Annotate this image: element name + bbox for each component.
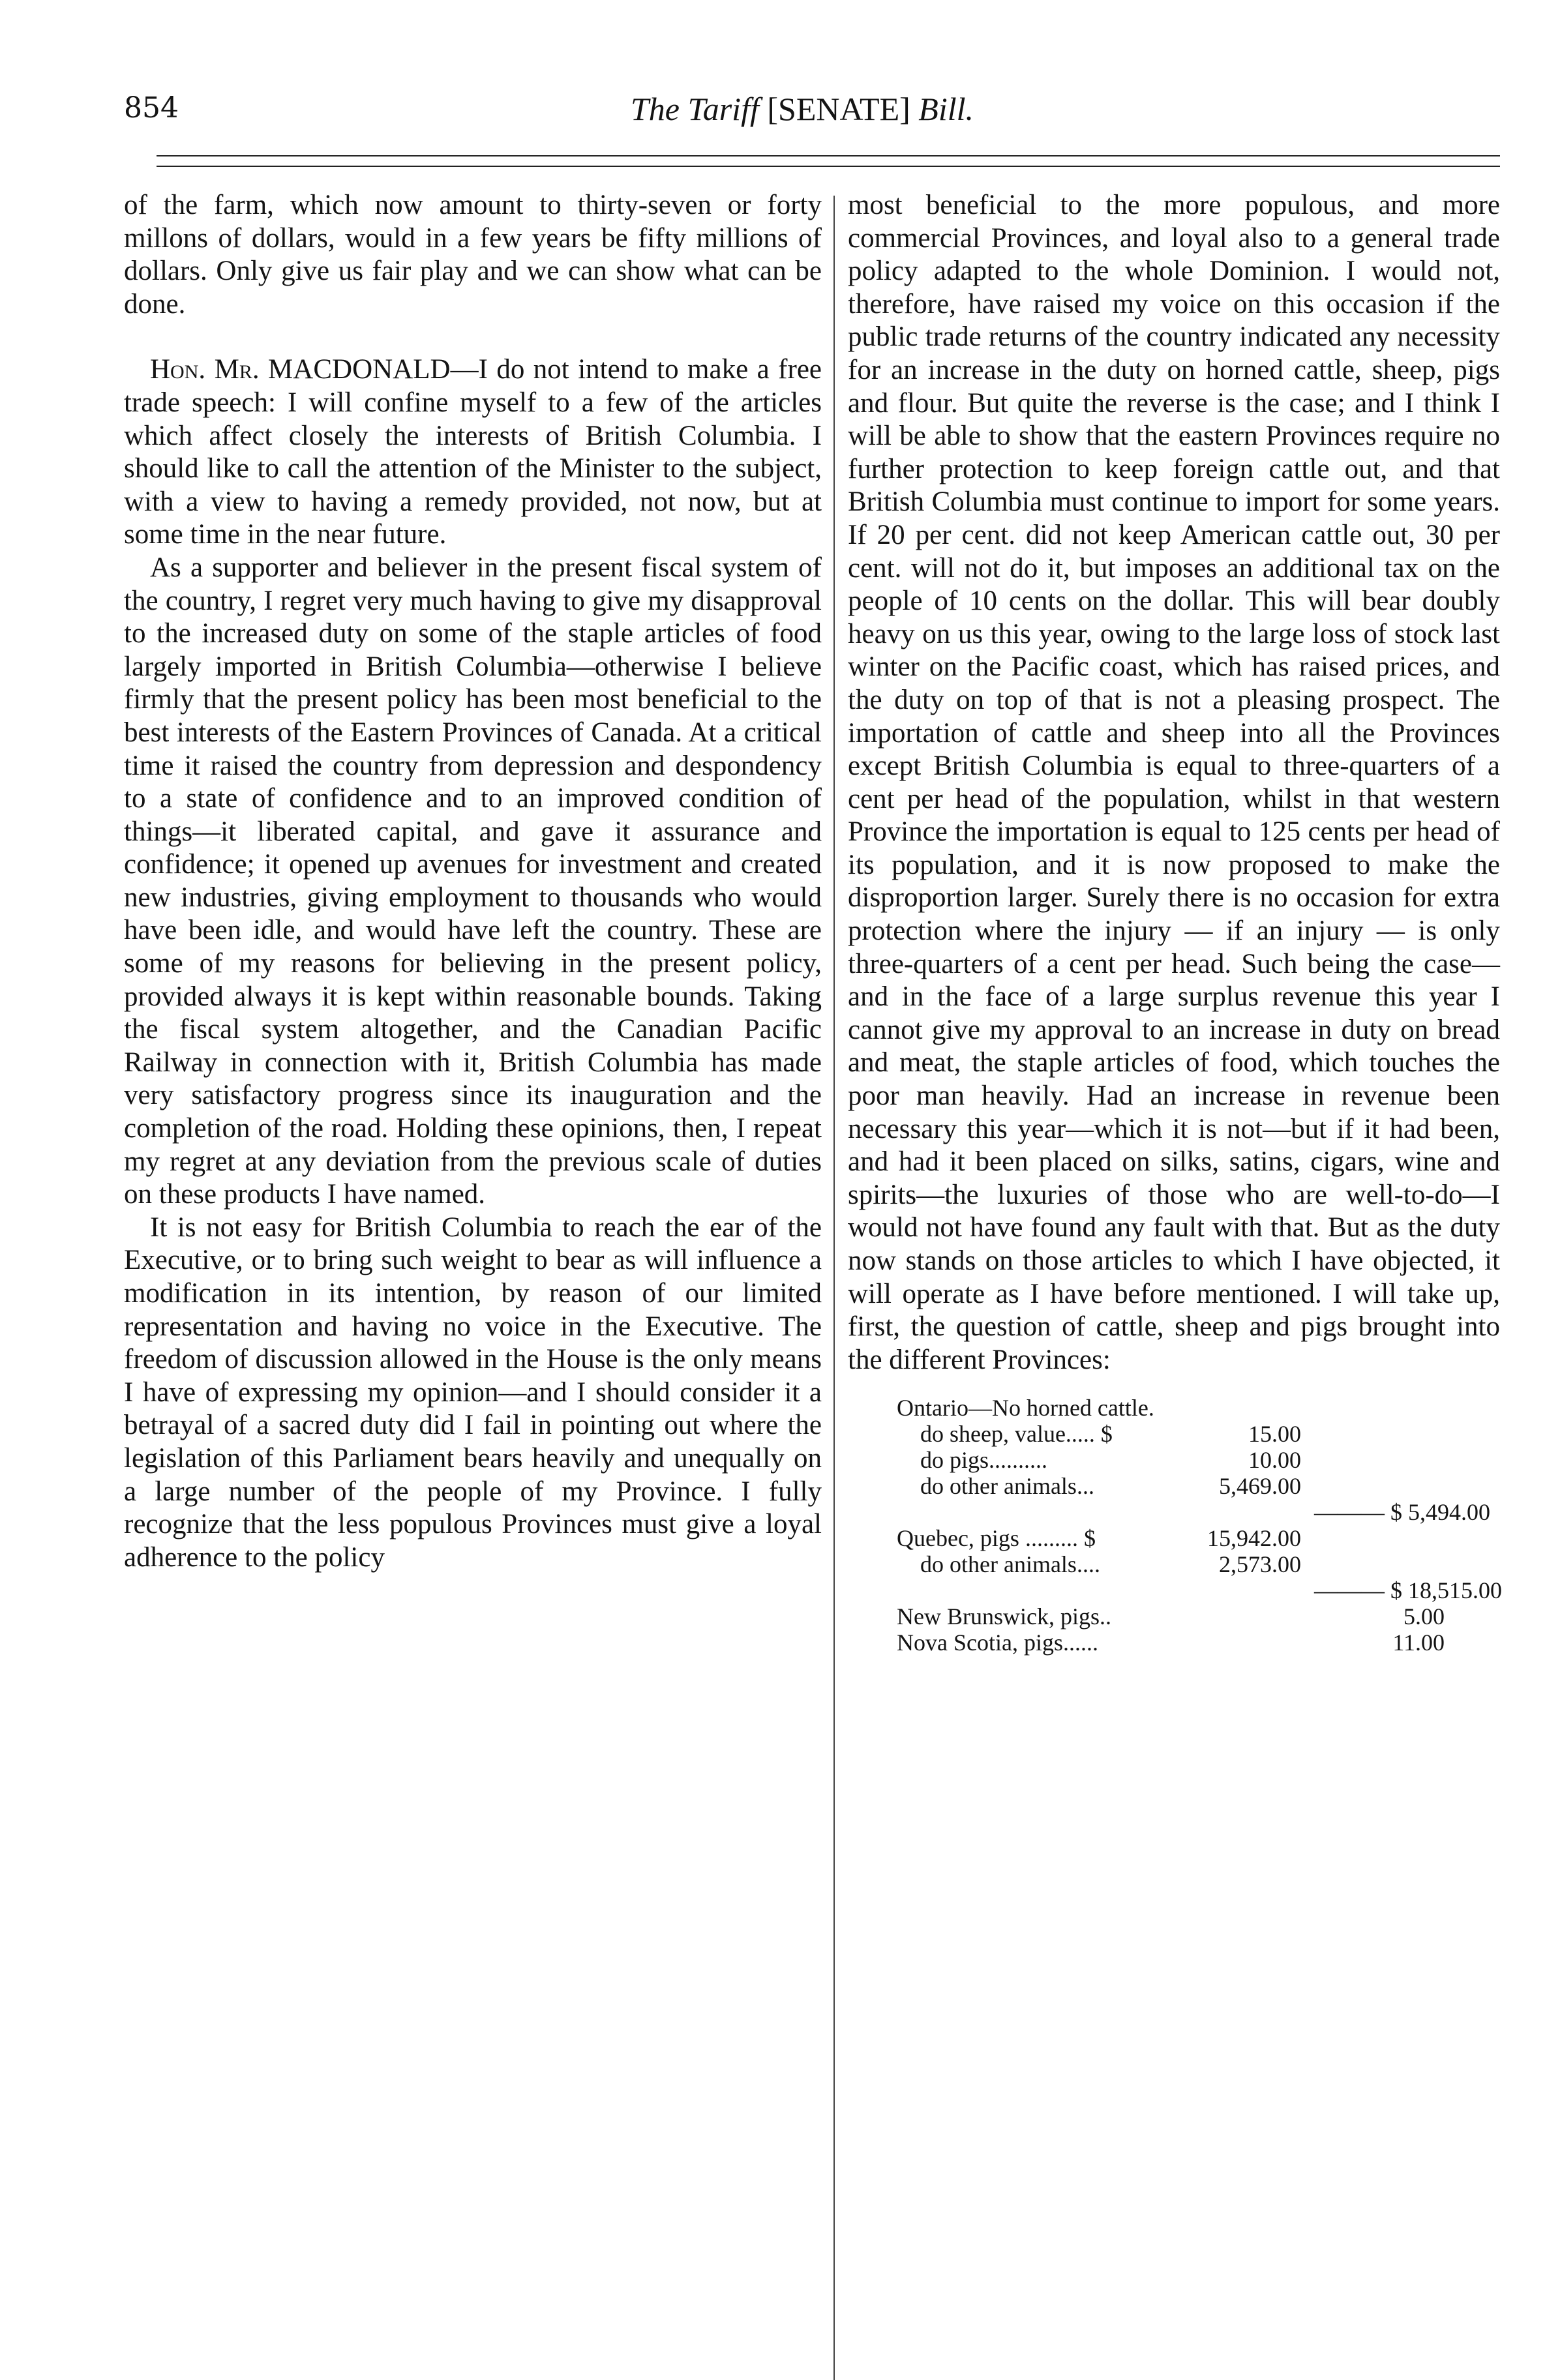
table-row: Nova Scotia, pigs...... 11.00 xyxy=(897,1629,1445,1656)
table-row: do other animals.... 2,573.00 xyxy=(920,1551,1301,1578)
table-row: do other animals... 5,469.00 xyxy=(920,1473,1301,1500)
table-row: ——— $ 18,515.00 xyxy=(1314,1577,1502,1604)
speech-text: —I do not intend to make a free trade speech: I will confine myself to a few of the articles which affect closely the interests of British Columbia. I should like to call the attention of the Minister to the subject, with a view to having a remedy provided, not now, but at some time in the near future. xyxy=(124,354,822,550)
table-row: ——— $ 5,494.00 xyxy=(1314,1499,1490,1526)
column-divider xyxy=(833,196,835,2380)
left-paragraph-4: It is not easy for British Columbia to reach the ear of the Executive, or to bring such weight to bear as will influence a modification in its intention, by reason of our limited representation and having no voice in the Executive. The freedom of discussion allowed in the House is the only means I have of expressing my opinion—and I should consider it a betrayal of a sacred duty did I fail in pointing out where the legislation of this Parliament bears heavily and unequally on a large number of the people of my Province. I fully recognize that the less populous Provinces must give a loyal adherence to the policy xyxy=(124,1212,822,1573)
page-header xyxy=(124,85,1480,137)
page-number: 854 xyxy=(124,91,179,125)
left-paragraph-2 xyxy=(124,353,822,552)
table-row: Quebec, pigs ......... $ 15,942.00 xyxy=(897,1525,1301,1552)
running-head xyxy=(124,90,1480,128)
table-row: Ontario—No horned cattle. xyxy=(897,1395,1154,1421)
import-table xyxy=(897,1395,1502,1656)
speaker-name: Hon. Mr. MACDONALD xyxy=(150,354,451,385)
left-paragraph-1: of the farm, which now amount to thirty-seven or forty millons of dollars, would in a few years be fifty millions of dollars. Only give us fair play and we can show what can be done. xyxy=(124,190,822,320)
header-rule-bottom xyxy=(157,166,1500,167)
right-column xyxy=(848,189,1500,1656)
table-row: do pigs.......... 10.00 xyxy=(920,1447,1301,1474)
header-rule-top xyxy=(157,155,1500,156)
table-row: do sheep, value..... $ 15.00 xyxy=(920,1421,1301,1448)
left-column xyxy=(124,189,822,1574)
running-head-chamber: [SENATE] xyxy=(767,91,910,127)
table-row: New Brunswick, pigs.. 5.00 xyxy=(897,1603,1445,1630)
running-head-title: The Tariff xyxy=(631,91,759,127)
left-paragraph-3: As a supporter and believer in the present fiscal system of the country, I regret very much having to give my disapproval to the increased duty on some of the staple articles of food largely imported in British Columbia—otherwise I believe firmly that the present policy has been most beneficial to the best interests of the Eastern Provinces of Canada. At a critical time it raised the country from depression and despondency to a state of confidence and to an improved condition of things—it liberated capital, and gave it assurance and confidence; it opened up avenues for investment and created new industries, giving employment to thousands who would have been idle, and would have left the country. These are some of my reasons for believing in the present policy, provided always it is kept within reasonable bounds. Taking the fiscal system altogether, and the Canadian Pacific Railway in connection with it, British Columbia has made very satisfactory progress since its inauguration and the completion of the road. Holding these opinions, then, I repeat my regret at any deviation from the previous scale of duties on these products I have named. xyxy=(124,552,822,1210)
running-head-bill: Bill. xyxy=(918,91,974,127)
right-paragraph-1: most beneficial to the more populous, and more commercial Provinces, and loyal also to a general trade policy adapted to the whole Dominion. I would not, therefore, have raised my voice on this occasion if the public trade returns of the country indicated any necessity for an increase in the duty on horned cattle, sheep, pigs and flour. But quite the reverse is the case; and I think I will be able to show that the eastern Provinces require no further protection to keep foreign cattle out, and that British Columbia must continue to import for some years. If 20 per cent. did not keep American cattle out, 30 per cent. will not do it, but imposes an additional tax on the people of 10 cents on the dollar. This will bear doubly heavy on us this year, owing to the large loss of stock last winter on the Pacific coast, which has raised prices, and the duty on top of that is not a pleasing prospect. The importation of cattle and sheep into all the Provinces except British Columbia is equal to three-quarters of a cent per head of the population, whilst in that western Province the importation is equal to 125 cents per head of its population, and it is now proposed to make the disproportion larger. Surely there is no occasion for extra protection where the injury — if an injury — is only three-quarters of a cent per head. Such being the case—and in the face of a large surplus revenue this year I cannot give my approval to an increase in duty on bread and meat, the staple articles of food, which touches the poor man heavily. Had an increase in revenue been necessary this year—which it is not—but if it had been, and had it been placed on silks, satins, cigars, wine and spirits—the luxuries of those who are well-to-do—I would not have found any fault with that. But as the duty now stands on those articles to which I have objected, it will operate as I have before mentioned. I will take up, first, the question of cattle, sheep and pigs brought into the different Provinces: xyxy=(848,190,1500,1375)
